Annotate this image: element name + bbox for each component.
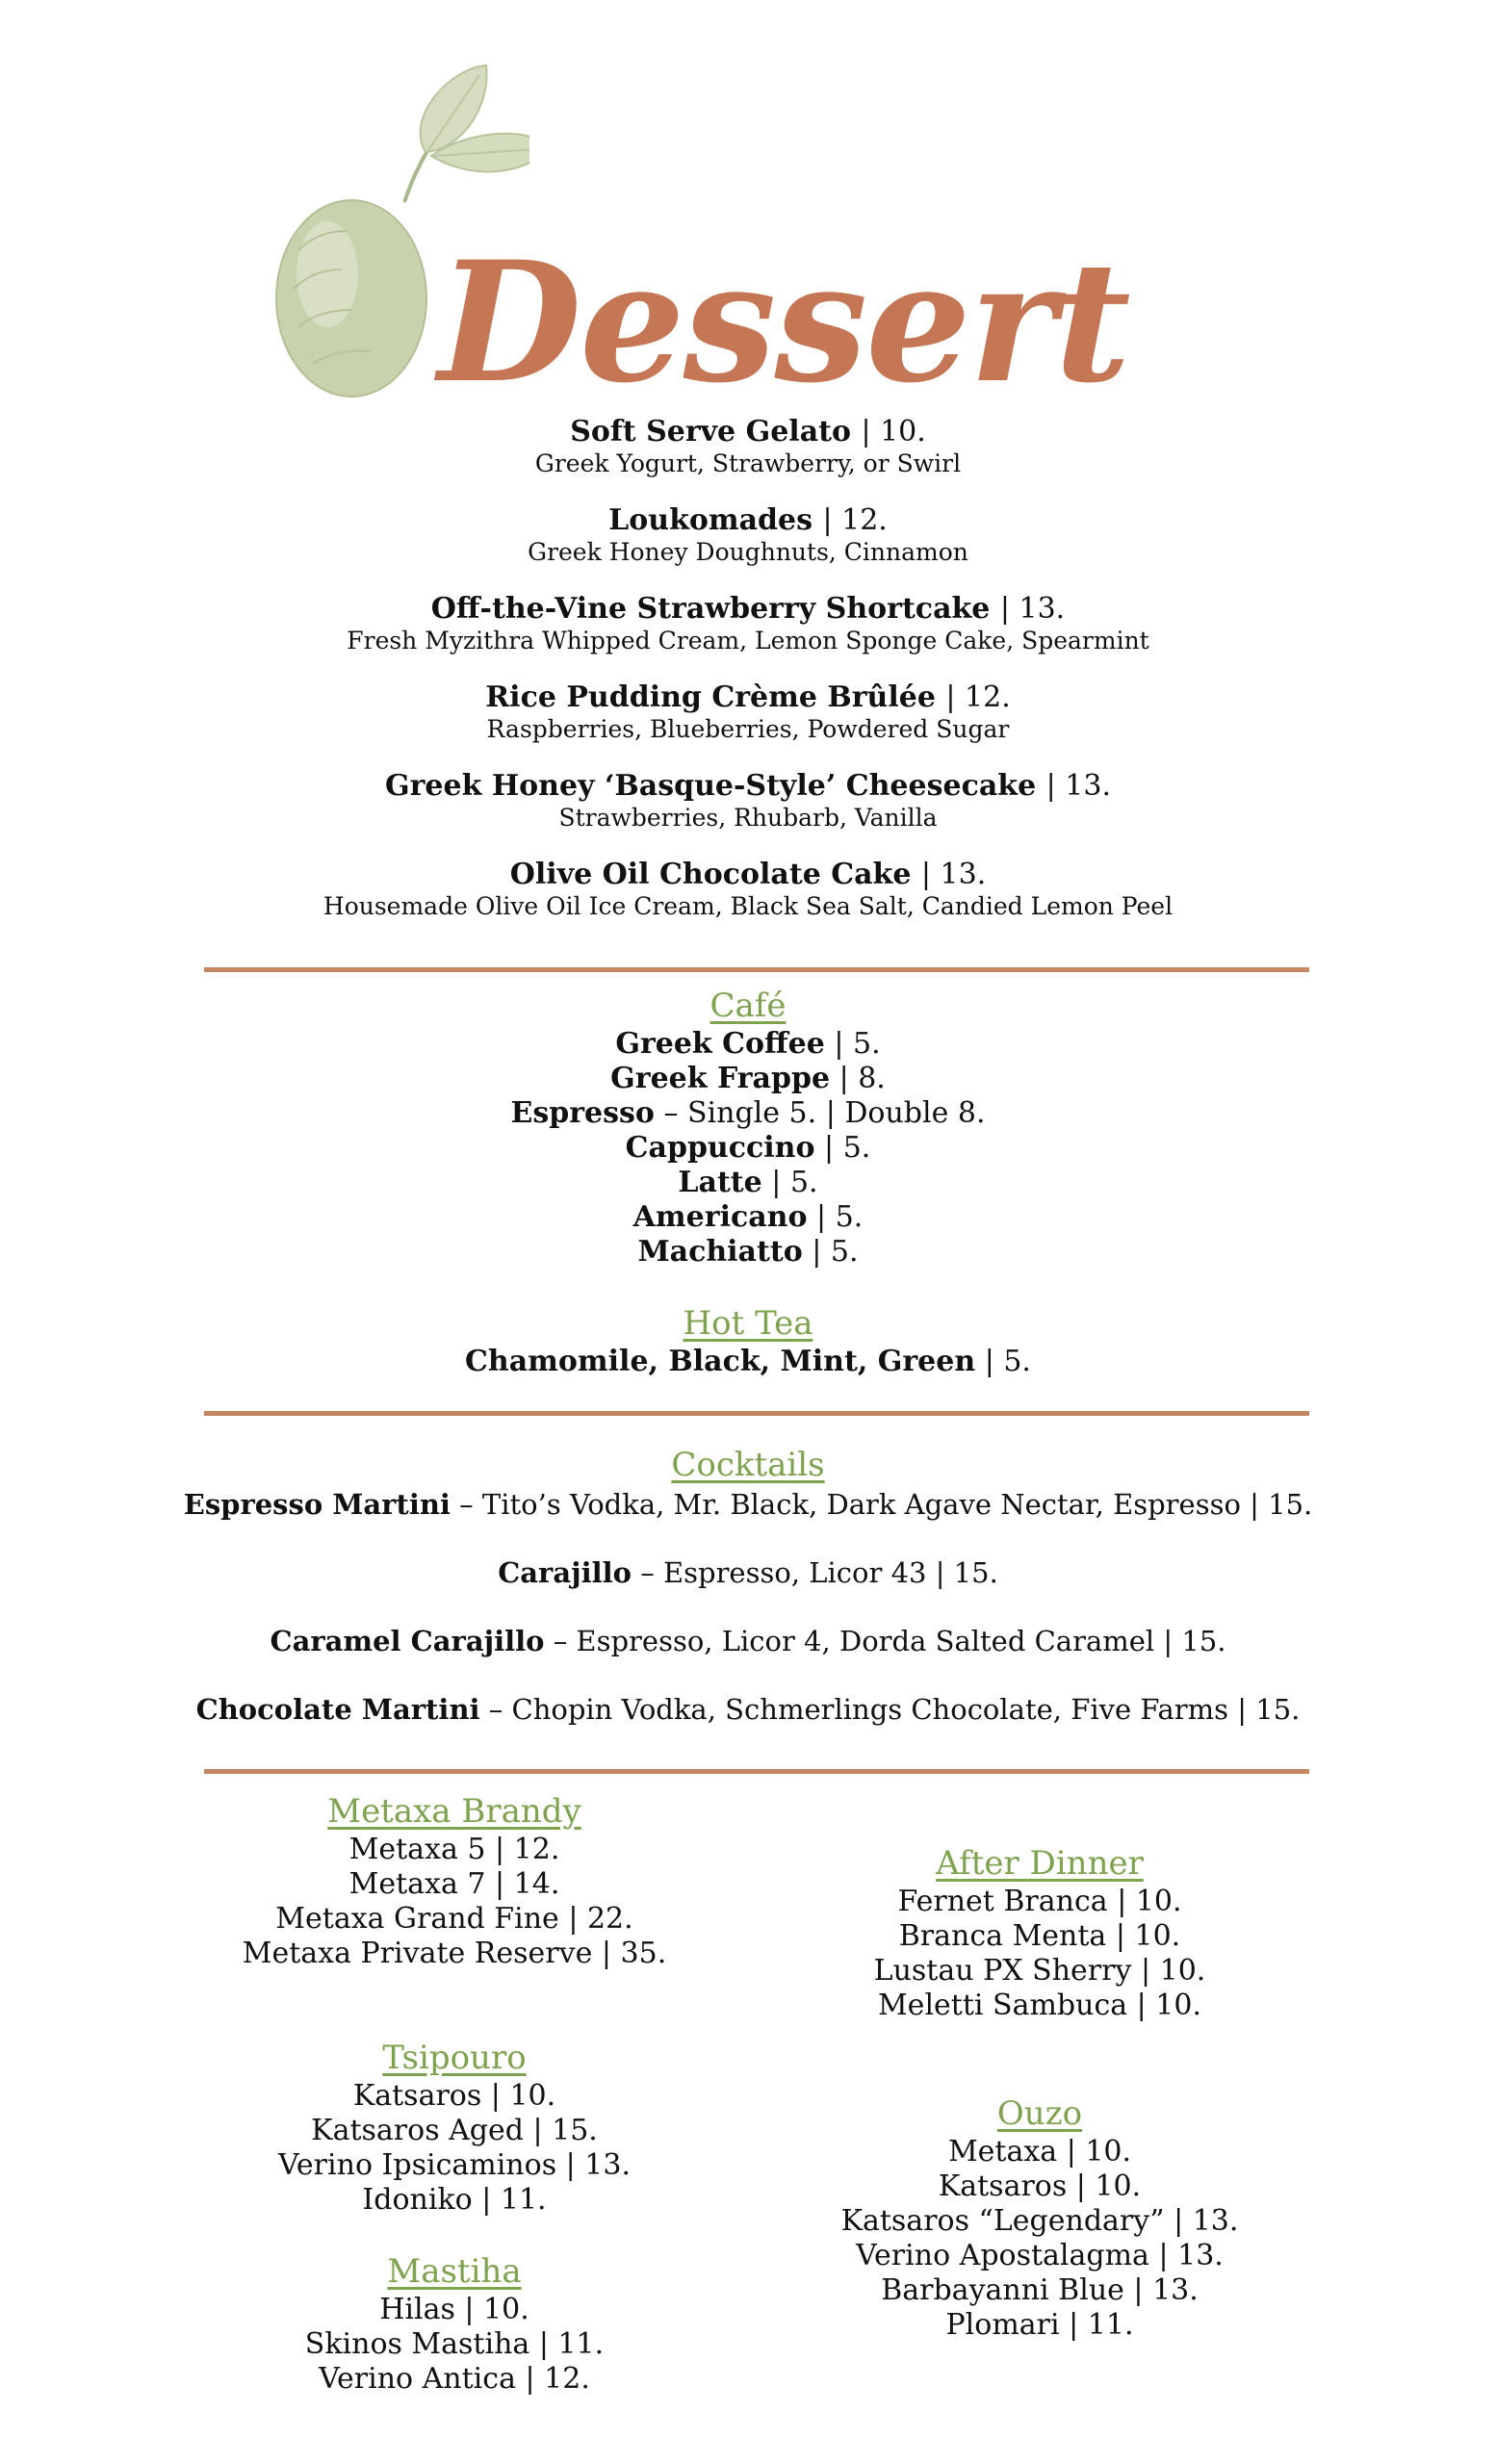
section-heading-cafe: Café bbox=[709, 987, 787, 1025]
divider bbox=[204, 967, 1309, 972]
item-price: | 5. bbox=[816, 1200, 864, 1234]
item-description: Fresh Myzithra Whipped Cream, Lemon Sponge Cake, Spearmint bbox=[347, 627, 1149, 654]
dessert-item bbox=[0, 681, 1496, 745]
item-name: Machiatto bbox=[637, 1235, 803, 1269]
cocktail-item bbox=[0, 1625, 1496, 1657]
metaxa-list bbox=[214, 1833, 695, 1971]
item-name: Chamomile, Black, Mint, Green bbox=[465, 1345, 976, 1378]
item-price: | 8. bbox=[838, 1062, 886, 1095]
cafe-item bbox=[0, 1062, 1496, 1096]
section-heading-ouzo: Ouzo bbox=[996, 2094, 1083, 2133]
tsipouro-list bbox=[214, 2079, 695, 2218]
list-item: Plomari | 11. bbox=[945, 2308, 1134, 2342]
item-price: | 13. bbox=[1045, 769, 1111, 803]
list-item: Fernet Branca | 10. bbox=[897, 1885, 1182, 1918]
dessert-title bbox=[0, 416, 1496, 449]
item-name: Greek Honey ‘Basque-Style’ Cheesecake bbox=[385, 769, 1037, 803]
section-heading-tsipouro: Tsipouro bbox=[382, 2039, 527, 2077]
dessert-list bbox=[0, 416, 1496, 947]
dessert-title bbox=[0, 770, 1496, 803]
list-item: Verino Antica | 12. bbox=[319, 2362, 590, 2396]
cocktails-section bbox=[0, 1446, 1496, 1761]
cafe-item bbox=[0, 1131, 1496, 1166]
item-price: | 5. bbox=[812, 1235, 859, 1269]
item-name: Loukomades bbox=[608, 503, 813, 537]
item-price: | 13. bbox=[920, 858, 987, 891]
dessert-item bbox=[0, 593, 1496, 656]
dessert-title bbox=[0, 859, 1496, 891]
cocktail-list bbox=[0, 1488, 1496, 1726]
item-name: Espresso Martini bbox=[183, 1488, 451, 1521]
item-price: | 10. bbox=[861, 415, 926, 449]
page-title: Dessert bbox=[438, 224, 1129, 420]
item-name: Olive Oil Chocolate Cake bbox=[509, 858, 912, 891]
list-item: Verino Ipsicaminos | 13. bbox=[278, 2148, 631, 2182]
dessert-item bbox=[0, 770, 1496, 834]
hot-tea-section bbox=[0, 1304, 1496, 1379]
mastiha-section bbox=[214, 2252, 695, 2397]
dessert-item bbox=[0, 859, 1496, 922]
cocktail-item bbox=[0, 1488, 1496, 1521]
item-name: Americano bbox=[632, 1200, 808, 1234]
cafe-item bbox=[0, 1166, 1496, 1200]
list-item: Metaxa | 10. bbox=[947, 2135, 1132, 2169]
item-price: | 5. bbox=[771, 1166, 818, 1199]
dessert-item bbox=[0, 416, 1496, 479]
item-details: – Chopin Vodka, Schmerlings Chocolate, Five Farms | 15. bbox=[488, 1693, 1301, 1726]
list-item: Katsaros | 10. bbox=[938, 2169, 1142, 2203]
list-item: Metaxa 5 | 12. bbox=[348, 1833, 560, 1866]
dessert-title bbox=[0, 681, 1496, 714]
after-dinner-list bbox=[799, 1885, 1280, 2023]
item-name: Carajillo bbox=[498, 1556, 632, 1589]
cafe-item bbox=[0, 1235, 1496, 1270]
list-item: Katsaros | 10. bbox=[352, 2079, 556, 2113]
dessert-item bbox=[0, 504, 1496, 568]
item-name: Rice Pudding Crème Brûlée bbox=[485, 680, 936, 714]
cocktail-item bbox=[0, 1556, 1496, 1589]
cafe-item bbox=[0, 1096, 1496, 1131]
item-price: | 12. bbox=[945, 680, 1011, 714]
item-details: – Espresso, Licor 43 | 15. bbox=[640, 1556, 998, 1589]
cocktail-item bbox=[0, 1693, 1496, 1726]
list-item: Hilas | 10. bbox=[379, 2293, 529, 2326]
item-name: Soft Serve Gelato bbox=[570, 415, 851, 449]
ouzo-section bbox=[799, 2094, 1280, 2343]
list-item: Katsaros Aged | 15. bbox=[311, 2114, 598, 2147]
list-item: Lustau PX Sherry | 10. bbox=[873, 1954, 1206, 1988]
list-item: Metaxa 7 | 14. bbox=[348, 1867, 560, 1901]
cafe-section bbox=[0, 987, 1496, 1270]
list-item: Barbayanni Blue | 13. bbox=[881, 2273, 1199, 2307]
list-item: Skinos Mastiha | 11. bbox=[304, 2327, 605, 2361]
cafe-item bbox=[0, 1200, 1496, 1235]
section-heading-hot-tea: Hot Tea bbox=[683, 1304, 813, 1343]
item-description: Strawberries, Rhubarb, Vanilla bbox=[558, 804, 938, 832]
item-price: | 12. bbox=[822, 503, 888, 537]
item-name: Cappuccino bbox=[625, 1131, 815, 1165]
tsipouro-section bbox=[214, 2039, 695, 2218]
section-heading-after-dinner: After Dinner bbox=[936, 1844, 1144, 1883]
item-description: Housemade Olive Oil Ice Cream, Black Sea Salt, Candied Lemon Peel bbox=[322, 892, 1174, 920]
section-heading-metaxa: Metaxa Brandy bbox=[327, 1792, 581, 1831]
ouzo-list bbox=[799, 2135, 1280, 2343]
list-item: Metaxa Private Reserve | 35. bbox=[242, 1937, 667, 1970]
item-description: Greek Yogurt, Strawberry, or Swirl bbox=[534, 449, 962, 477]
item-price: | 5. bbox=[824, 1131, 871, 1165]
hot-tea-item bbox=[0, 1345, 1496, 1379]
item-name: Off-the-Vine Strawberry Shortcake bbox=[430, 592, 991, 626]
after-dinner-section bbox=[799, 1844, 1280, 2023]
item-description: Raspberries, Blueberries, Powdered Sugar bbox=[486, 715, 1010, 743]
item-details: – Tito’s Vodka, Mr. Black, Dark Agave Nectar, Espresso | 15. bbox=[459, 1488, 1313, 1521]
item-name: Caramel Carajillo bbox=[270, 1625, 545, 1657]
item-price: | 5. bbox=[984, 1345, 1031, 1378]
dessert-title bbox=[0, 504, 1496, 537]
cafe-list bbox=[0, 1027, 1496, 1270]
item-price: | 13. bbox=[999, 592, 1066, 626]
list-item: Meletti Sambuca | 10. bbox=[877, 1989, 1202, 2022]
divider bbox=[204, 1411, 1309, 1416]
divider bbox=[204, 1769, 1309, 1774]
cafe-item bbox=[0, 1027, 1496, 1062]
list-item: Katsaros “Legendary” | 13. bbox=[840, 2204, 1239, 2238]
item-name: Greek Frappe bbox=[610, 1062, 831, 1095]
item-price: | 5. bbox=[834, 1027, 881, 1061]
metaxa-section bbox=[214, 1792, 695, 1971]
item-details: – Espresso, Licor 4, Dorda Salted Caramel | 15. bbox=[553, 1625, 1226, 1657]
section-heading-mastiha: Mastiha bbox=[387, 2252, 522, 2291]
section-heading-cocktails: Cocktails bbox=[671, 1446, 825, 1484]
mastiha-list bbox=[214, 2293, 695, 2397]
list-item: Metaxa Grand Fine | 22. bbox=[275, 1902, 633, 1936]
item-name: Greek Coffee bbox=[615, 1027, 825, 1061]
item-price: – Single 5. | Double 8. bbox=[663, 1096, 986, 1130]
list-item: Idoniko | 11. bbox=[362, 2183, 547, 2217]
dessert-logo bbox=[260, 58, 1129, 420]
item-name: Espresso bbox=[510, 1096, 655, 1130]
item-name: Chocolate Martini bbox=[195, 1693, 480, 1726]
list-item: Verino Apostalagma | 13. bbox=[856, 2239, 1224, 2272]
list-item: Branca Menta | 10. bbox=[898, 1919, 1181, 1953]
dessert-title bbox=[0, 593, 1496, 626]
item-name: Latte bbox=[678, 1166, 762, 1199]
item-description: Greek Honey Doughnuts, Cinnamon bbox=[528, 538, 968, 566]
